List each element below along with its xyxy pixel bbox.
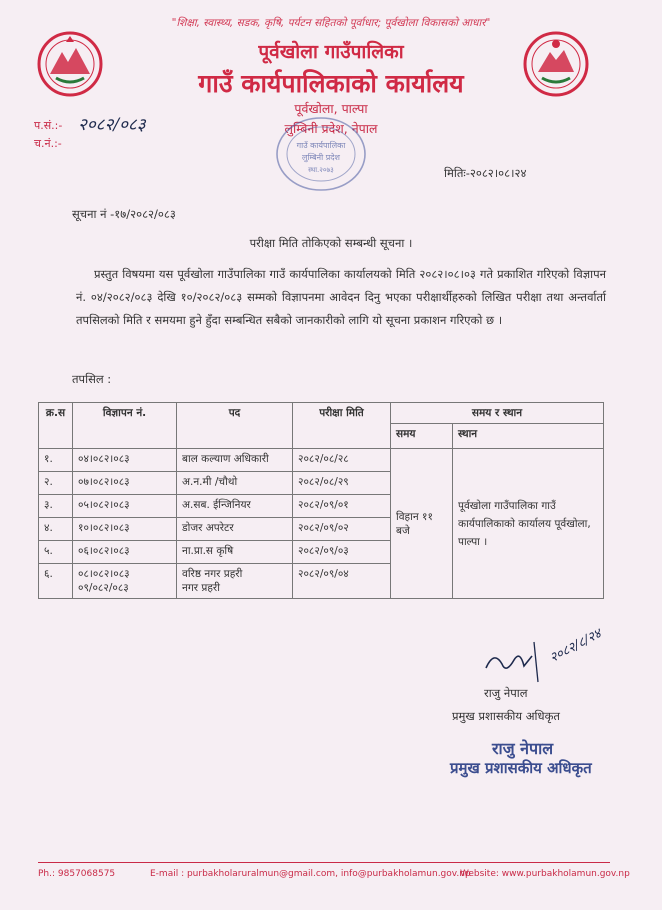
header-tagline: "शिक्षा, स्वास्थ्य, सडक, कृषि, पर्यटन सहितको पूर्वाधार; पूर्वखोला विकासको आधार" bbox=[171, 17, 491, 29]
header-place: स्थान bbox=[453, 424, 604, 449]
row-sn: ४. bbox=[39, 518, 73, 541]
header-exam-date: परीक्षा मिति bbox=[293, 403, 391, 449]
notice-number: सूचना नं -१७/२०८२/०८३ bbox=[72, 207, 176, 221]
row-post-line2: नगर प्रहरी bbox=[182, 582, 220, 594]
notice-subject: परीक्षा मिति तोकिएको सम्बन्धी सूचना । bbox=[249, 236, 413, 250]
row-sn: ५. bbox=[39, 541, 73, 564]
footer-divider bbox=[38, 862, 610, 863]
header-time-place: समय र स्थान bbox=[391, 403, 604, 424]
row-sn: १. bbox=[39, 449, 73, 472]
row-ad-no: १०।०८२।०८३ bbox=[73, 518, 177, 541]
header-ad-no: विज्ञापन नं. bbox=[73, 403, 177, 449]
row-date: २०८२/०८/२८ bbox=[293, 449, 391, 472]
tapsil-label: तपसिल : bbox=[72, 372, 112, 386]
office-seal-stamp-icon bbox=[262, 100, 380, 200]
row-date: २०८२/०९/०४ bbox=[293, 564, 391, 599]
office-location: पूर्वखोला, पाल्पा bbox=[294, 101, 368, 116]
exam-place: पूर्वखोला गाउँपालिका गाउँ कार्यपालिकाको कार्यालय पूर्वखोला, पाल्पा । bbox=[453, 449, 604, 599]
row-ad-no: ०६।०८२।०८३ bbox=[73, 541, 177, 564]
row-sn: ६. bbox=[39, 564, 73, 599]
row-ad-no: ०५।०८२।०८३ bbox=[73, 495, 177, 518]
header-post: पद bbox=[177, 403, 293, 449]
row-sn: ३. bbox=[39, 495, 73, 518]
row-ad-no-line1: ०८।०८२।०८३ bbox=[78, 568, 130, 580]
row-post: ना.प्रा.स कृषि bbox=[177, 541, 293, 564]
row-ad-no: ०७।०८२।०८३ bbox=[73, 472, 177, 495]
office-name: गाउँ कार्यपालिकाको कार्यालय bbox=[198, 69, 464, 98]
pa-sa-label: प.सं.:- bbox=[34, 119, 63, 132]
header-time: समय bbox=[391, 424, 453, 449]
row-date: २०८२/०८/२९ bbox=[293, 472, 391, 495]
notice-body: प्रस्तुत विषयमा यस पूर्वखोला गाउँपालिका गाउँ कार्यपालिका कार्यालयको मिति २०८२।०८।०३ गते प्रकाशित गरिएको विज्ञापन नं. ०४/२०८२/०८३ देखि १०/२०८२/०८३ सम्मको विज्ञापनमा आवेदन दिनु भएका परीक्षार्थीहरुको लिखित परीक्षा तथा अन्तर्वार्ता तपसिलको मिति र समयमा हुने हुँदा सम्बन्धित सबैको जानकारीको लागि यो सूचना प्रकाशन गरिएको छ । bbox=[76, 267, 606, 327]
stamp-name: राजु नेपाल bbox=[492, 739, 554, 758]
office-province: लुम्बिनी प्रदेश, नेपाल bbox=[284, 121, 378, 136]
row-post: अ.न.मी /चौथो bbox=[177, 472, 293, 495]
footer-website: Website: www.purbakholamun.gov.np bbox=[460, 869, 630, 879]
cha-na-label: च.नं.:- bbox=[34, 137, 62, 150]
svg-text:स्था.२०७३: स्था.२०७३ bbox=[308, 166, 334, 174]
exam-time: विहान ११ बजे bbox=[391, 449, 453, 599]
svg-text:गाउँ कार्यपालिका: गाउँ कार्यपालिका bbox=[296, 141, 346, 150]
row-ad-no bbox=[73, 564, 177, 599]
signatory-name: राजु नेपाल bbox=[484, 686, 528, 700]
stamp-title: प्रमुख प्रशासकीय अधिकृत bbox=[450, 759, 592, 777]
signatory-title: प्रमुख प्रशासकीय अधिकृत bbox=[452, 709, 560, 723]
row-ad-no: ०४।०८२।०८३ bbox=[73, 449, 177, 472]
row-date: २०८२/०९/०२ bbox=[293, 518, 391, 541]
signature-date: २०८२/८/२४ bbox=[547, 626, 604, 666]
svg-text:लुम्बिनी प्रदेश: लुम्बिनी प्रदेश bbox=[302, 153, 340, 162]
row-post-line1: वरिष्ठ नगर प्रहरी bbox=[182, 568, 243, 580]
row-post: डोजर अपरेटर bbox=[177, 518, 293, 541]
exam-schedule-table bbox=[38, 402, 604, 599]
row-post bbox=[177, 564, 293, 599]
municipality-name: पूर्वखोला गाउँपालिका bbox=[258, 41, 404, 63]
pa-sa-value: २०८२/०८३ bbox=[78, 115, 146, 135]
notice-date: मितिः-२०८२।०८।२४ bbox=[444, 166, 527, 180]
footer-email: E-mail : purbakholaruralmun@gmail.com, info@purbakholamun.gov.np bbox=[150, 869, 471, 879]
footer-phone: Ph.: 9857068575 bbox=[38, 869, 116, 879]
row-date: २०८२/०९/०३ bbox=[293, 541, 391, 564]
header-sn: क्र.स bbox=[39, 403, 73, 449]
row-date: २०८२/०९/०१ bbox=[293, 495, 391, 518]
table-header-row bbox=[39, 403, 604, 424]
row-sn: २. bbox=[39, 472, 73, 495]
row-post: बाल कल्याण अधिकारी bbox=[177, 449, 293, 472]
row-post: अ.सब. ईन्जिनियर bbox=[177, 495, 293, 518]
table-row bbox=[39, 449, 604, 472]
row-ad-no-line2: ०९/०८२/०८३ bbox=[78, 582, 129, 594]
